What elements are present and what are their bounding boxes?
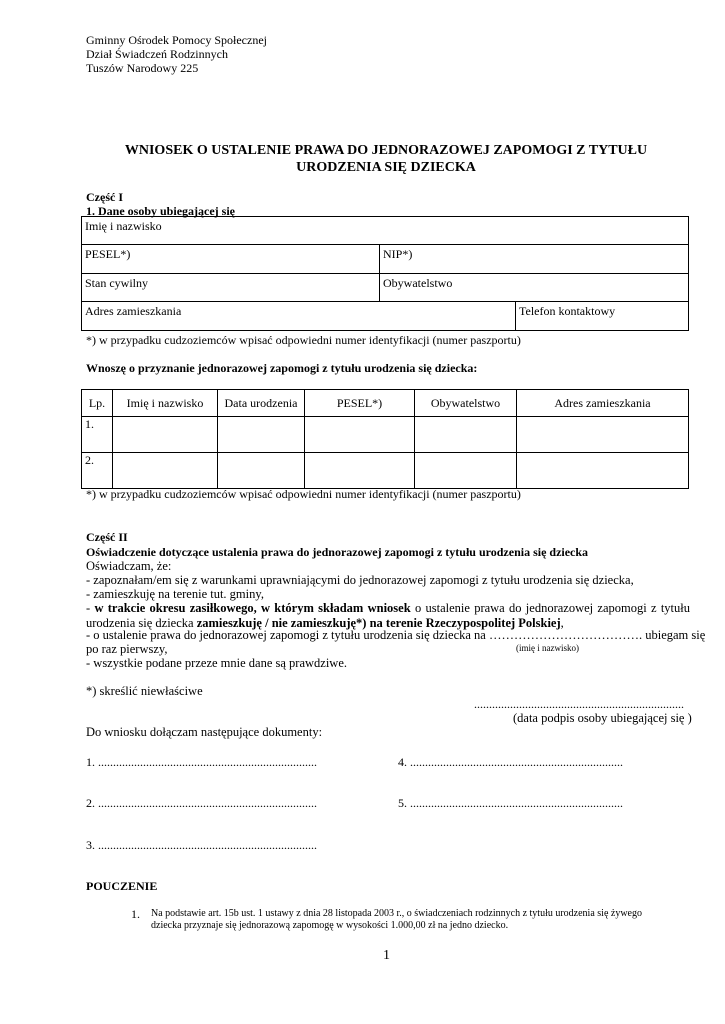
applicant-citizenship-field[interactable]: Obywatelstwo — [380, 274, 689, 302]
office-department: Dział Świadczeń Rodzinnych — [86, 47, 228, 61]
applicant-nip-field[interactable]: NIP*) — [380, 245, 689, 274]
item3-bold-period: w trakcie okresu zasiłkowego, w którym składam wniosek — [94, 601, 411, 615]
col-address: Adres zamieszkania — [517, 390, 689, 417]
declaration-item-4: - o ustalenie prawa do jednorazowej zapomogi z tytułu urodzenia się dziecka na ………………………………. ubiegam się — [86, 628, 706, 642]
child-pesel-cell[interactable] — [305, 417, 415, 453]
col-name: Imię i nazwisko — [113, 390, 218, 417]
attachment-line-3[interactable]: 3. ......................................................................... — [86, 838, 317, 852]
declaration-item-5: - wszystkie podane przeze mnie dane są prawdziwe. — [86, 656, 347, 670]
applicant-name-field[interactable]: Imię i nazwisko — [82, 217, 689, 245]
signature-line[interactable]: ...................................................................... — [474, 697, 684, 711]
instruction-number: 1. — [131, 907, 140, 921]
declaration-item-3 — [86, 601, 690, 631]
declaration-item-4-end: po raz pierwszy, — [86, 642, 168, 656]
attachments-intro: Do wniosku dołączam następujące dokumenty: — [86, 725, 323, 739]
attachment-line-2[interactable]: 2. ......................................................................... — [86, 796, 317, 810]
col-citizenship: Obywatelstwo — [415, 390, 517, 417]
item3-text: o ustalenie prawa do jednorazowej zapomogi z tytułu urodzenia się dziecka — [86, 601, 690, 630]
child-citizenship-cell[interactable] — [415, 453, 517, 489]
document-title — [86, 142, 686, 176]
strike-note: *) skreślić niewłaściwe — [86, 684, 203, 698]
applicant-phone-field[interactable]: Telefon kontaktowy — [516, 302, 689, 331]
table-row — [82, 453, 689, 489]
instruction-text-1: Na podstawie art. 15b ust. 1 ustawy z dnia 28 listopada 2003 r., o świadczeniach rodzinnych z tytułu urodzenia się żywego — [151, 908, 642, 919]
part2-heading: Część II — [86, 530, 128, 544]
part2-subheading: Oświadczenie dotyczące ustalenia prawa do jednorazowej zapomogi z tytułu urodzenia się dziecka — [86, 545, 589, 559]
pesel-footnote: *) w przypadku cudzoziemców wpisać odpowiedni numer identyfikacji (numer paszportu) — [86, 333, 521, 347]
applicant-pesel-field[interactable]: PESEL*) — [82, 245, 380, 274]
office-name: Gminny Ośrodek Pomocy Społecznej — [86, 33, 267, 47]
part1-subheading: 1. Dane osoby ubiegającej się — [86, 204, 235, 218]
name-hint: (imię i nazwisko) — [516, 643, 579, 653]
applicant-data-table — [81, 216, 689, 331]
declaration-item-2: - zamieszkuję na terenie tut. gminy, — [86, 587, 264, 601]
item3-residence-choice[interactable]: zamieszkuję / nie zamieszkuję*) na terenie Rzeczypospolitej Polskiej — [196, 616, 561, 630]
benefit-request: Wnoszę o przyznanie jednorazowej zapomogi z tytułu urodzenia się dziecka: — [86, 361, 478, 375]
child-birth-date-cell[interactable] — [218, 453, 305, 489]
applicant-civil-status-field[interactable]: Stan cywilny — [82, 274, 380, 302]
item3-comma: , — [560, 616, 564, 630]
pesel-footnote-2: *) w przypadku cudzoziemców wpisać odpowiedni numer identyfikacji (numer paszportu) — [86, 487, 521, 501]
col-birth-date: Data urodzenia — [218, 390, 305, 417]
title-line-1: WNIOSEK O USTALENIE PRAWA DO JEDNORAZOWEJ ZAPOMOGI Z TYTUŁU — [124, 143, 648, 158]
child-name-cell[interactable] — [113, 417, 218, 453]
child-citizenship-cell[interactable] — [415, 417, 517, 453]
children-table — [81, 389, 689, 489]
item3-dash: - — [86, 601, 95, 615]
office-address: Tuszów Narodowy 225 — [86, 61, 199, 75]
applicant-address-field[interactable]: Adres zamieszkania — [82, 302, 516, 331]
signature-label: (data podpis osoby ubiegającej się ) — [513, 711, 692, 725]
attachment-line-4[interactable]: 4. ....................................................................... — [398, 755, 623, 769]
child-birth-date-cell[interactable] — [218, 417, 305, 453]
part1-heading: Część I — [86, 190, 123, 204]
title-line-2: URODZENIA SIĘ DZIECKA — [296, 160, 476, 175]
instruction-text-2: dziecka przyznaje się jednorazową zapomogę w wysokości 1.000,00 zł na jedno dziecko. — [151, 920, 509, 931]
attachment-line-5[interactable]: 5. ....................................................................... — [398, 796, 623, 810]
child-address-cell[interactable] — [517, 417, 689, 453]
child-pesel-cell[interactable] — [305, 453, 415, 489]
attachment-line-1[interactable]: 1. ......................................................................... — [86, 755, 317, 769]
col-lp: Lp. — [82, 390, 113, 417]
table-row — [82, 417, 689, 453]
instruction-heading: POUCZENIE — [86, 879, 158, 893]
row-number: 2. — [82, 453, 113, 489]
page-number: 1 — [383, 948, 390, 963]
declaration-intro: Oświadczam, że: — [86, 559, 172, 573]
child-name-cell[interactable] — [113, 453, 218, 489]
row-number: 1. — [82, 417, 113, 453]
child-address-cell[interactable] — [517, 453, 689, 489]
declaration-item-1: - zapoznałam/em się z warunkami uprawniającymi do jednorazowej zapomogi z tytułu urodzenia się dziecka, — [86, 573, 634, 587]
col-pesel: PESEL*) — [305, 390, 415, 417]
